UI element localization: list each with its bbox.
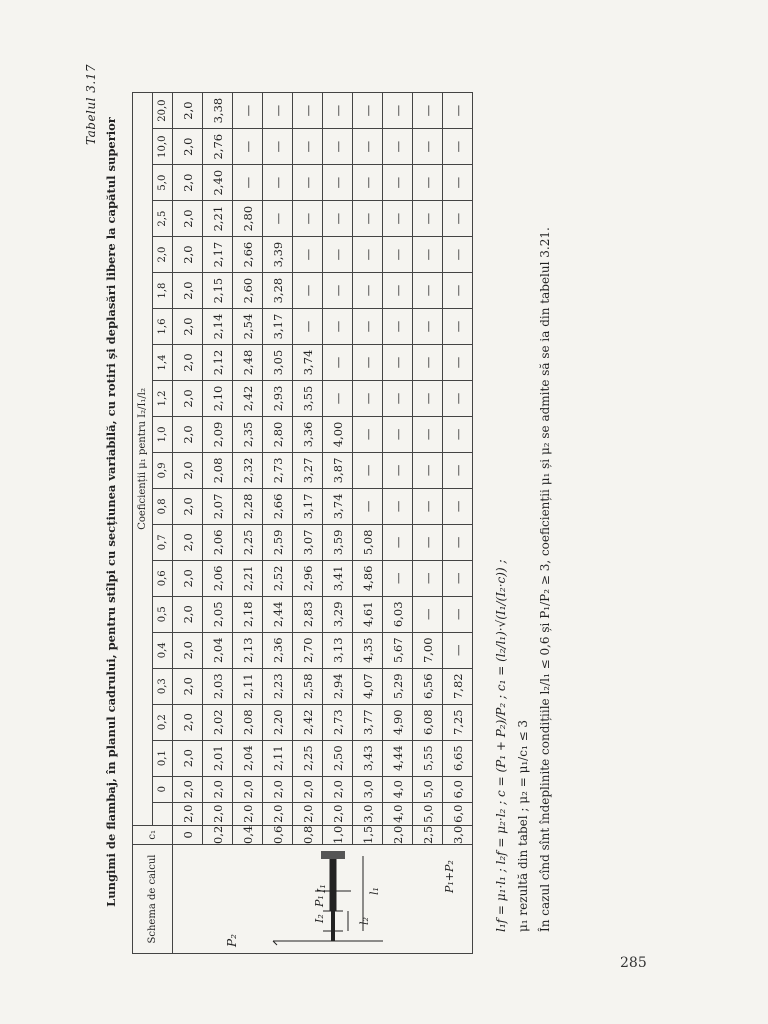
mu-value: 2,73 — [323, 704, 353, 740]
column-header: 0,3 — [153, 668, 173, 704]
mu-value: 3,74 — [323, 488, 353, 524]
mu-value: 2,25 — [233, 524, 263, 560]
mu-value: 3,87 — [323, 452, 353, 488]
mu-value: — — [413, 596, 443, 632]
mu-value: 3,77 — [353, 704, 383, 740]
mu-value: — — [293, 93, 323, 129]
mu-value: 2,73 — [263, 452, 293, 488]
formula-line-1: l₁f = μ₁·l₁ ; l₂f = μ₂·l₂ ; c = (P₁ + P₂)/P₂ ; c₁ = (l₂/l₁)·√(I₁/(I₂·c)) ; — [494, 559, 508, 932]
mu-value: 2,0 — [173, 776, 203, 802]
mu-value: — — [443, 452, 473, 488]
c1-value: 0,4 — [233, 825, 263, 844]
mu-value: 2,0 — [173, 632, 203, 668]
mu-value: 2,40 — [203, 165, 233, 201]
column-header: 0,9 — [153, 452, 173, 488]
mu-value: 2,13 — [233, 632, 263, 668]
formula-line-2: μ₁ rezultă din tabel ; μ₂ = μ₁/c₁ ≤ 3 — [516, 719, 530, 932]
mu-value: 2,0 — [263, 776, 293, 802]
mu-value: 2,14 — [203, 309, 233, 345]
mu-value: — — [443, 596, 473, 632]
mu-value: 3,13 — [323, 632, 353, 668]
mu-value: — — [443, 560, 473, 596]
mu-value: — — [413, 165, 443, 201]
group-header: Coeficienții μ₁ pentru I₂/I₁/l₂ — [133, 93, 153, 826]
mu-value: 2,54 — [233, 309, 263, 345]
mu-value: 2,60 — [233, 273, 263, 309]
column-header: 0,2 — [153, 704, 173, 740]
column-header: 0 — [153, 776, 173, 802]
column-header: 10,0 — [153, 129, 173, 165]
mu-value: 2,21 — [233, 560, 263, 596]
c2-value: 6,0 — [443, 802, 473, 825]
buckling-table — [132, 92, 473, 954]
mu-value: 2,01 — [203, 740, 233, 776]
column-header: 0,6 — [153, 560, 173, 596]
mu-value: 2,70 — [293, 632, 323, 668]
c1-value: 1,5 — [353, 825, 383, 844]
c1-value: 0 — [173, 825, 203, 844]
mu-value: — — [383, 273, 413, 309]
mu-value: — — [233, 129, 263, 165]
label-i1: I₁ — [315, 884, 328, 893]
table-row — [383, 93, 413, 954]
mu-value: — — [353, 488, 383, 524]
mu-value: 3,28 — [263, 273, 293, 309]
mu-value: 2,12 — [203, 345, 233, 381]
mu-value: 2,80 — [263, 416, 293, 452]
mu-value: 2,0 — [203, 776, 233, 802]
mu-value: — — [353, 309, 383, 345]
mu-value: — — [293, 165, 323, 201]
mu-value: 2,0 — [173, 560, 203, 596]
mu-value: 5,08 — [353, 524, 383, 560]
mu-value: 2,05 — [203, 596, 233, 632]
mu-value: 2,08 — [203, 452, 233, 488]
label-p1p2: P₁+P₂ — [443, 860, 456, 893]
mu-value: — — [413, 273, 443, 309]
mu-value: — — [323, 129, 353, 165]
c1-value: 0,6 — [263, 825, 293, 844]
mu-value: — — [443, 165, 473, 201]
mu-value: 5,55 — [413, 740, 443, 776]
formula-note: În cazul cînd sînt îndeplinite condițiile l₂/l₁ ≤ 0,6 și P₁/P₂ ≥ 3, coeficienții μ₁ și μ₂ se admite să se ia din tabelul 3.21. — [538, 227, 552, 932]
mu-value: — — [293, 201, 323, 237]
col-header-empty — [153, 802, 173, 825]
mu-value: 3,29 — [323, 596, 353, 632]
mu-value: 2,25 — [293, 740, 323, 776]
c2-value: 2,0 — [233, 802, 263, 825]
mu-value: 2,0 — [173, 704, 203, 740]
mu-value: — — [293, 309, 323, 345]
mu-value: 2,58 — [293, 668, 323, 704]
mu-value: — — [443, 309, 473, 345]
mu-value: 4,0 — [383, 776, 413, 802]
mu-value: 2,06 — [203, 560, 233, 596]
c2-value: 2,0 — [203, 802, 233, 825]
mu-value: — — [383, 237, 413, 273]
mu-value: — — [323, 165, 353, 201]
rotated-content — [82, 62, 642, 962]
mu-value: 6,56 — [413, 668, 443, 704]
mu-value: 2,0 — [173, 668, 203, 704]
mu-value: 4,35 — [353, 632, 383, 668]
column-header: 20,0 — [153, 93, 173, 129]
mu-value: — — [443, 488, 473, 524]
column-header: 5,0 — [153, 165, 173, 201]
mu-value: 2,0 — [173, 93, 203, 129]
mu-value: — — [323, 93, 353, 129]
table-row — [203, 93, 233, 954]
c2-value: 2,0 — [263, 802, 293, 825]
mu-value: — — [323, 380, 353, 416]
mu-value: — — [383, 345, 413, 381]
mu-value: — — [413, 380, 443, 416]
scheme-cell — [173, 845, 473, 954]
mu-value: — — [413, 345, 443, 381]
mu-value: 2,48 — [233, 345, 263, 381]
mu-value: — — [383, 488, 413, 524]
mu-value: 2,0 — [173, 488, 203, 524]
mu-value: 4,44 — [383, 740, 413, 776]
mu-value: — — [323, 201, 353, 237]
mu-value: 6,65 — [443, 740, 473, 776]
mu-value: 2,04 — [203, 632, 233, 668]
mu-value: — — [383, 129, 413, 165]
mu-value: 3,27 — [293, 452, 323, 488]
mu-value: — — [443, 201, 473, 237]
column-header: 1,4 — [153, 345, 173, 381]
mu-value: — — [413, 452, 443, 488]
mu-value: 2,09 — [203, 416, 233, 452]
mu-value: — — [323, 309, 353, 345]
mu-value: — — [383, 165, 413, 201]
mu-value: — — [383, 452, 413, 488]
column-header: 2,0 — [153, 237, 173, 273]
c1-value: 2,5 — [413, 825, 443, 844]
mu-value: — — [383, 524, 413, 560]
mu-value: 2,59 — [263, 524, 293, 560]
c1-value: 0,8 — [293, 825, 323, 844]
column-header: 1,0 — [153, 416, 173, 452]
mu-value: — — [413, 237, 443, 273]
mu-value: 3,38 — [203, 93, 233, 129]
mu-value: 2,0 — [173, 273, 203, 309]
mu-value: — — [443, 524, 473, 560]
mu-value: 5,0 — [413, 776, 443, 802]
mu-value: 6,03 — [383, 596, 413, 632]
formula-block — [494, 112, 560, 932]
mu-value: 2,52 — [263, 560, 293, 596]
mu-value: 2,42 — [233, 380, 263, 416]
mu-value: — — [293, 237, 323, 273]
mu-value: 3,59 — [323, 524, 353, 560]
mu-value: 2,50 — [323, 740, 353, 776]
c2-value: 2,0 — [293, 802, 323, 825]
mu-value: 5,67 — [383, 632, 413, 668]
mu-value: 2,18 — [233, 596, 263, 632]
mu-value: — — [323, 273, 353, 309]
label-l1: l₁ — [368, 887, 381, 895]
mu-value: 2,0 — [173, 345, 203, 381]
mu-value: 3,17 — [263, 309, 293, 345]
mu-value: — — [413, 524, 443, 560]
mu-value: — — [383, 93, 413, 129]
mu-value: 2,23 — [263, 668, 293, 704]
c2-value: 2,0 — [173, 802, 203, 825]
mu-value: 2,21 — [203, 201, 233, 237]
column-header: 0,1 — [153, 740, 173, 776]
table-row — [443, 93, 473, 954]
mu-value: — — [263, 201, 293, 237]
mu-value: — — [383, 560, 413, 596]
mu-value: — — [233, 93, 263, 129]
mu-value: 2,04 — [233, 740, 263, 776]
mu-value: 2,08 — [233, 704, 263, 740]
mu-value: — — [383, 380, 413, 416]
mu-value: 2,96 — [293, 560, 323, 596]
column-header: 1,6 — [153, 309, 173, 345]
mu-value: 2,0 — [173, 416, 203, 452]
mu-value: 2,66 — [263, 488, 293, 524]
label-l2: l₂ — [358, 917, 371, 925]
c1-value: 1,0 — [323, 825, 353, 844]
mu-value: 2,02 — [203, 704, 233, 740]
c1-header: c₁ — [133, 825, 173, 844]
page-number: 285 — [620, 955, 647, 971]
mu-value: — — [413, 560, 443, 596]
mu-value: 2,20 — [263, 704, 293, 740]
mu-value: 2,0 — [173, 309, 203, 345]
label-p1: P₁ — [313, 895, 326, 907]
c1-value: 3,0 — [443, 825, 473, 844]
mu-value: 2,94 — [323, 668, 353, 704]
mu-value: 4,61 — [353, 596, 383, 632]
table-row — [413, 93, 443, 954]
mu-value: 4,90 — [383, 704, 413, 740]
table-row — [233, 93, 263, 954]
mu-value: 3,07 — [293, 524, 323, 560]
mu-value: — — [353, 165, 383, 201]
mu-value: 2,42 — [293, 704, 323, 740]
mu-value: — — [353, 201, 383, 237]
mu-value: 2,0 — [293, 776, 323, 802]
mu-value: 2,35 — [233, 416, 263, 452]
mu-value: — — [293, 273, 323, 309]
c1-value: 2,0 — [383, 825, 413, 844]
column-header: 0,8 — [153, 488, 173, 524]
mu-value: — — [323, 237, 353, 273]
mu-value: 2,0 — [173, 237, 203, 273]
column-header: 0,7 — [153, 524, 173, 560]
mu-value: 2,0 — [173, 596, 203, 632]
table-row — [263, 93, 293, 954]
c2-value: 5,0 — [413, 802, 443, 825]
mu-value: 2,0 — [233, 776, 263, 802]
mu-value: — — [443, 632, 473, 668]
c2-value: 4,0 — [383, 802, 413, 825]
mu-value: 3,39 — [263, 237, 293, 273]
mu-value: — — [413, 309, 443, 345]
mu-value: 2,06 — [203, 524, 233, 560]
mu-value: 3,05 — [263, 345, 293, 381]
mu-value: 2,17 — [203, 237, 233, 273]
mu-value: — — [413, 416, 443, 452]
c2-value: 2,0 — [323, 802, 353, 825]
mu-value: 2,11 — [233, 668, 263, 704]
mu-value: — — [353, 345, 383, 381]
mu-value: 2,36 — [263, 632, 293, 668]
column-header: 0,5 — [153, 596, 173, 632]
mu-value: 3,43 — [353, 740, 383, 776]
table-row — [293, 93, 323, 954]
mu-value: 2,15 — [203, 273, 233, 309]
mu-value: 4,86 — [353, 560, 383, 596]
mu-value: — — [263, 93, 293, 129]
mu-value: 2,0 — [173, 165, 203, 201]
mu-value: — — [353, 380, 383, 416]
mu-value: — — [413, 201, 443, 237]
column-header: 1,8 — [153, 273, 173, 309]
mu-value: 6,08 — [413, 704, 443, 740]
mu-value: 7,25 — [443, 704, 473, 740]
column-scheme-diagram — [233, 847, 453, 951]
column-header: 1,2 — [153, 380, 173, 416]
mu-value: 2,0 — [173, 740, 203, 776]
column-header: 0,4 — [153, 632, 173, 668]
label-p2: P₂ — [225, 934, 239, 947]
mu-value: 2,0 — [173, 129, 203, 165]
mu-value: 2,66 — [233, 237, 263, 273]
mu-value: — — [383, 201, 413, 237]
mu-value: 2,0 — [173, 380, 203, 416]
mu-value: 2,83 — [293, 596, 323, 632]
mu-value: 3,36 — [293, 416, 323, 452]
mu-value: — — [383, 416, 413, 452]
mu-value: — — [413, 93, 443, 129]
mu-value: — — [443, 380, 473, 416]
mu-value: 7,00 — [413, 632, 443, 668]
mu-value: 2,44 — [263, 596, 293, 632]
mu-value: 2,0 — [173, 524, 203, 560]
mu-value: 5,29 — [383, 668, 413, 704]
mu-value: 2,28 — [233, 488, 263, 524]
mu-value: — — [263, 129, 293, 165]
scheme-header: Schema de calcul — [133, 845, 173, 954]
label-i2: I₂ — [313, 914, 326, 923]
table-row — [353, 93, 383, 954]
mu-value: 2,11 — [263, 740, 293, 776]
mu-value: 7,82 — [443, 668, 473, 704]
table-row — [173, 93, 203, 954]
mu-value: 4,00 — [323, 416, 353, 452]
mu-value: 2,93 — [263, 380, 293, 416]
mu-value: — — [323, 345, 353, 381]
mu-value: — — [353, 129, 383, 165]
mu-value: — — [383, 309, 413, 345]
mu-value: 3,74 — [293, 345, 323, 381]
mu-value: 2,32 — [233, 452, 263, 488]
mu-value: — — [443, 273, 473, 309]
mu-value: 4,07 — [353, 668, 383, 704]
table-label: Tabelul 3.17 — [84, 64, 98, 145]
mu-value: — — [353, 93, 383, 129]
mu-value: 3,17 — [293, 488, 323, 524]
table-title: Lungimi de flambaj, în planul cadrului, pentru stîlpi cu secțiunea variabilă, cu rotiri și deplasări libere la capătul superior — [104, 117, 118, 907]
mu-value: 3,0 — [353, 776, 383, 802]
mu-value: — — [263, 165, 293, 201]
mu-value: 3,55 — [293, 380, 323, 416]
mu-value: 2,07 — [203, 488, 233, 524]
mu-value: — — [353, 452, 383, 488]
mu-value: 2,80 — [233, 201, 263, 237]
c1-value: 0,2 — [203, 825, 233, 844]
mu-value: — — [443, 237, 473, 273]
mu-value: — — [293, 129, 323, 165]
mu-value: 2,10 — [203, 380, 233, 416]
mu-value: 6,0 — [443, 776, 473, 802]
mu-value: 2,0 — [173, 452, 203, 488]
mu-value: — — [443, 416, 473, 452]
column-header: 2,5 — [153, 201, 173, 237]
mu-value: — — [353, 416, 383, 452]
mu-value: — — [233, 165, 263, 201]
mu-value: 2,76 — [203, 129, 233, 165]
mu-value: — — [443, 129, 473, 165]
mu-value: — — [413, 129, 443, 165]
mu-value: — — [413, 488, 443, 524]
mu-value: — — [353, 237, 383, 273]
mu-value: — — [353, 273, 383, 309]
mu-value: 2,03 — [203, 668, 233, 704]
mu-value: — — [443, 93, 473, 129]
mu-value: 2,0 — [323, 776, 353, 802]
mu-value: 2,0 — [173, 201, 203, 237]
table-row — [323, 93, 353, 954]
mu-value: 3,41 — [323, 560, 353, 596]
c2-value: 3,0 — [353, 802, 383, 825]
mu-value: — — [443, 345, 473, 381]
